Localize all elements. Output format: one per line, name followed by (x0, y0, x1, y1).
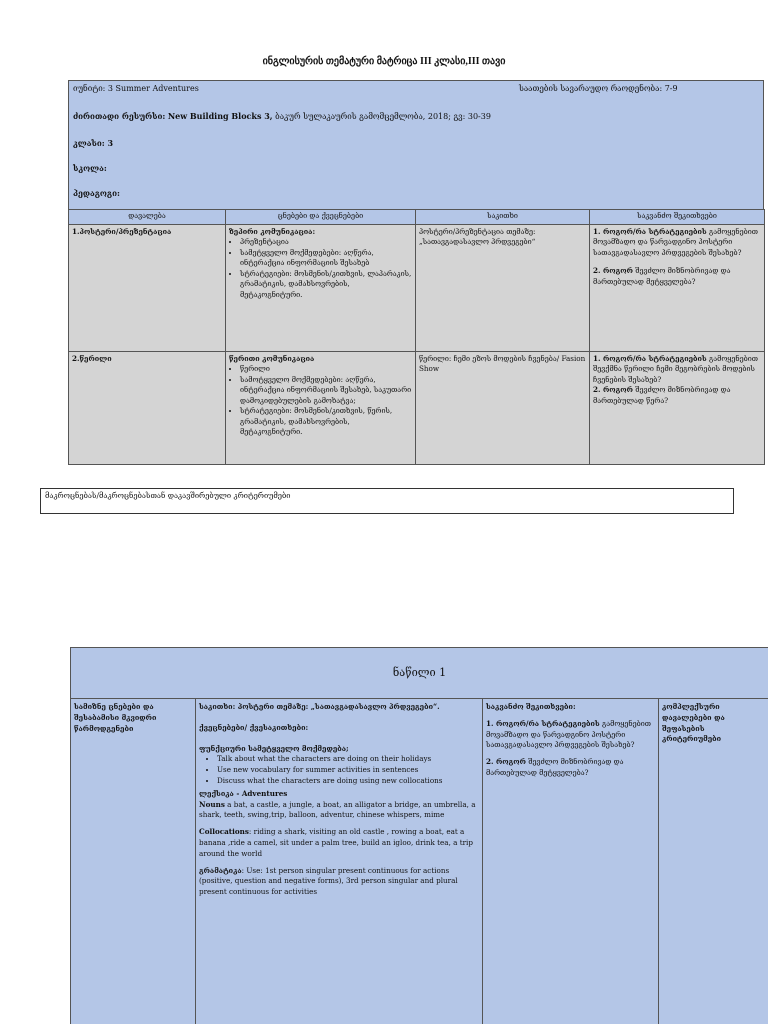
resource-book: New Building Blocks 3, (167, 111, 273, 121)
nouns-text: a bat, a castle, a jungle, a boat, an alligator a bridge, an umbrella, a shark, teeth, swing,trip, balloon, adventur, chinese whispers, mime (199, 799, 476, 820)
table-row (69, 352, 765, 465)
question-lead: 1. როგორ/რა სტრატეგიების (593, 227, 707, 236)
table-row (69, 225, 765, 352)
question-lead: 2. როგორ (486, 757, 526, 767)
topic-line: საკითხი: პოსტერი თემაზე: „სათავგადასავლო პრდვეგები“. (199, 702, 440, 711)
column-header: დავალება (69, 210, 226, 225)
question-text: შევძლო მიზნობრივად და მართებულად წერა? (593, 385, 731, 405)
list-item: • სამეტყველო მოქმედებები: აღწერა, ინტერაქცია ინფორმაციის შესახებ (240, 248, 412, 269)
resource-publisher: ბაკურ სულაკაურის გამომცემლობა, 2018; გვ: 30-39 (275, 112, 491, 121)
teacher-label: პედაგოგი: (73, 188, 120, 198)
resource-line (73, 111, 491, 121)
topic-cell: წერილი: ჩემი ეზოს მოდების ჩვენება/ Fasion Show (416, 352, 590, 465)
class-label: კლასი: 3 (73, 138, 114, 148)
unit-header (68, 80, 764, 210)
question-lead: 2. როგორ (593, 385, 633, 395)
list-item: • სამოტყველო მოქმედებები: აღწერა, ინტერაქცია ინფორმაციის შესახებ, საკუთარი დამოკიდებულების გამოხატვა; (240, 375, 412, 406)
grammar-text: : Use: 1st person singular present continuous for actions (positive, question and negative forms), 3rd person singular and plural present continuous for activities (199, 865, 458, 897)
grammar-line (199, 866, 479, 898)
collocations-text: : riding a shark, visiting an old castle , rowing a boat, eat a banana ,ride a camel, sit under a palm tree, build an igloo, drink tea, a trip around the world (199, 827, 473, 858)
school-label: სკოლა: (73, 163, 107, 173)
topic-cell: პოსტერი/პრეზენტაცია თემაზე: „სათავგადასავლო პრდვეგები“ (416, 225, 590, 352)
question-lead: 2. როგორ (593, 266, 633, 276)
unit-name: იუნიტი: 3 Summer Adventures (73, 84, 199, 93)
key-question (486, 757, 655, 779)
questions-cell (590, 225, 765, 352)
list-item: • სტრატეგიები: მოსმენის/კითხვის, ლაპარაკის, გრამატიკის, დამახსოვრების, მეტაკოგნიტური. (240, 269, 412, 300)
list-item: • პრეზენტაცია (240, 237, 412, 247)
column-header: ცნებები და ქვეცნებები (226, 210, 416, 225)
concept-title: წერითი კომუნიკაცია (229, 354, 315, 363)
nouns-label: Nouns (199, 799, 225, 809)
list-item: • Use new vocabulary for summer activities in sentences (217, 765, 479, 776)
question-text: შევძლო მიზნობრივად და მართებულად მეტყველება? (486, 757, 624, 777)
lexis-label: ლექსიკა - Adventures (199, 788, 288, 798)
question-text: შევძლო მიზნობრივად და მართებულად მეტყველება? (593, 266, 731, 286)
target-concepts-cell: სამიზნე ცნებები და შესაბამისი მკვიდრი წარმოდგენები (71, 698, 196, 1024)
list-item: • Talk about what the characters are doing on their holidays (217, 754, 479, 765)
key-questions-title: საკვანძო შეკითხვები: (486, 702, 576, 711)
question-lead: 1. როგორ/რა სტრატეგიების (486, 718, 600, 728)
content-cell (196, 698, 483, 1024)
questions-cell (590, 352, 765, 465)
macro-criteria-box: მაკროცნებას/მაკროცნებასთან დაკავშირებული კრიტერიუმები (40, 488, 734, 514)
key-question (486, 719, 655, 751)
column-header: საკითხი (416, 210, 590, 225)
question-text: გამოყენებით შევქმნა წერილი ჩემი მეგობრების მოდების ჩვენების შესახებ? (593, 354, 758, 384)
hours-estimate: საათების სავარაუდო რაოდენობა: 7-9 (519, 84, 678, 93)
question-text: გამოყენებით მოვამზადო და წარვადგინო პოსტერი სათავგადასავლო პრდვეგების შესახებ? (593, 227, 758, 257)
collocations-label: Collocations (199, 827, 249, 837)
subtopics-label: ქვეცნებები/ ქვესაკითხები: (199, 722, 309, 732)
key-questions-cell (483, 698, 659, 1024)
task-cell: 1.პოსტერი/პრეზენტაცია (69, 225, 226, 352)
nouns-line (199, 800, 479, 822)
list-item: • Discuss what the characters are doing using new collocations (217, 776, 479, 787)
part1-heading: ნაწილი 1 (71, 648, 768, 699)
question-text: გამოყენებით მოვამზადო და წარვადგინო პოსტერი სათავგადასავლო პრდვეგების შესახებ? (486, 718, 651, 750)
list-item: • წერილი (240, 364, 412, 374)
part1-table (70, 647, 768, 1024)
matrix-table (68, 209, 765, 465)
resource-label: ძირითადი რესურსი: (73, 111, 166, 121)
grammar-label: გრამატიკა (199, 865, 242, 875)
concept-cell (226, 225, 416, 352)
document-title: ინგლისურის თემატური მატრიცა III კლასი,III თავი (262, 56, 506, 67)
assessment-cell: კომპლექსური დავალებები და შეფასების კრიტერიუმები (662, 702, 725, 744)
column-header: საკვანძო შეკითხვები (590, 210, 765, 225)
collocations-line (199, 827, 479, 859)
concept-title: ზეპირი კომუნიკაცია: (229, 227, 316, 236)
list-item: • სტრატეგიები: მოსმენის/კითხვის, წერის, გრამატიკის, დამახსოვრების, მეტაკოგნიტური. (240, 406, 412, 437)
concept-cell (226, 352, 416, 465)
question-lead: 1. როგორ/რა სტრატეგიების (593, 354, 707, 363)
functional-label: ფუნქციური სამეტყველო მოქმედება; (199, 743, 349, 753)
task-cell: 2.წერილი (69, 352, 226, 465)
